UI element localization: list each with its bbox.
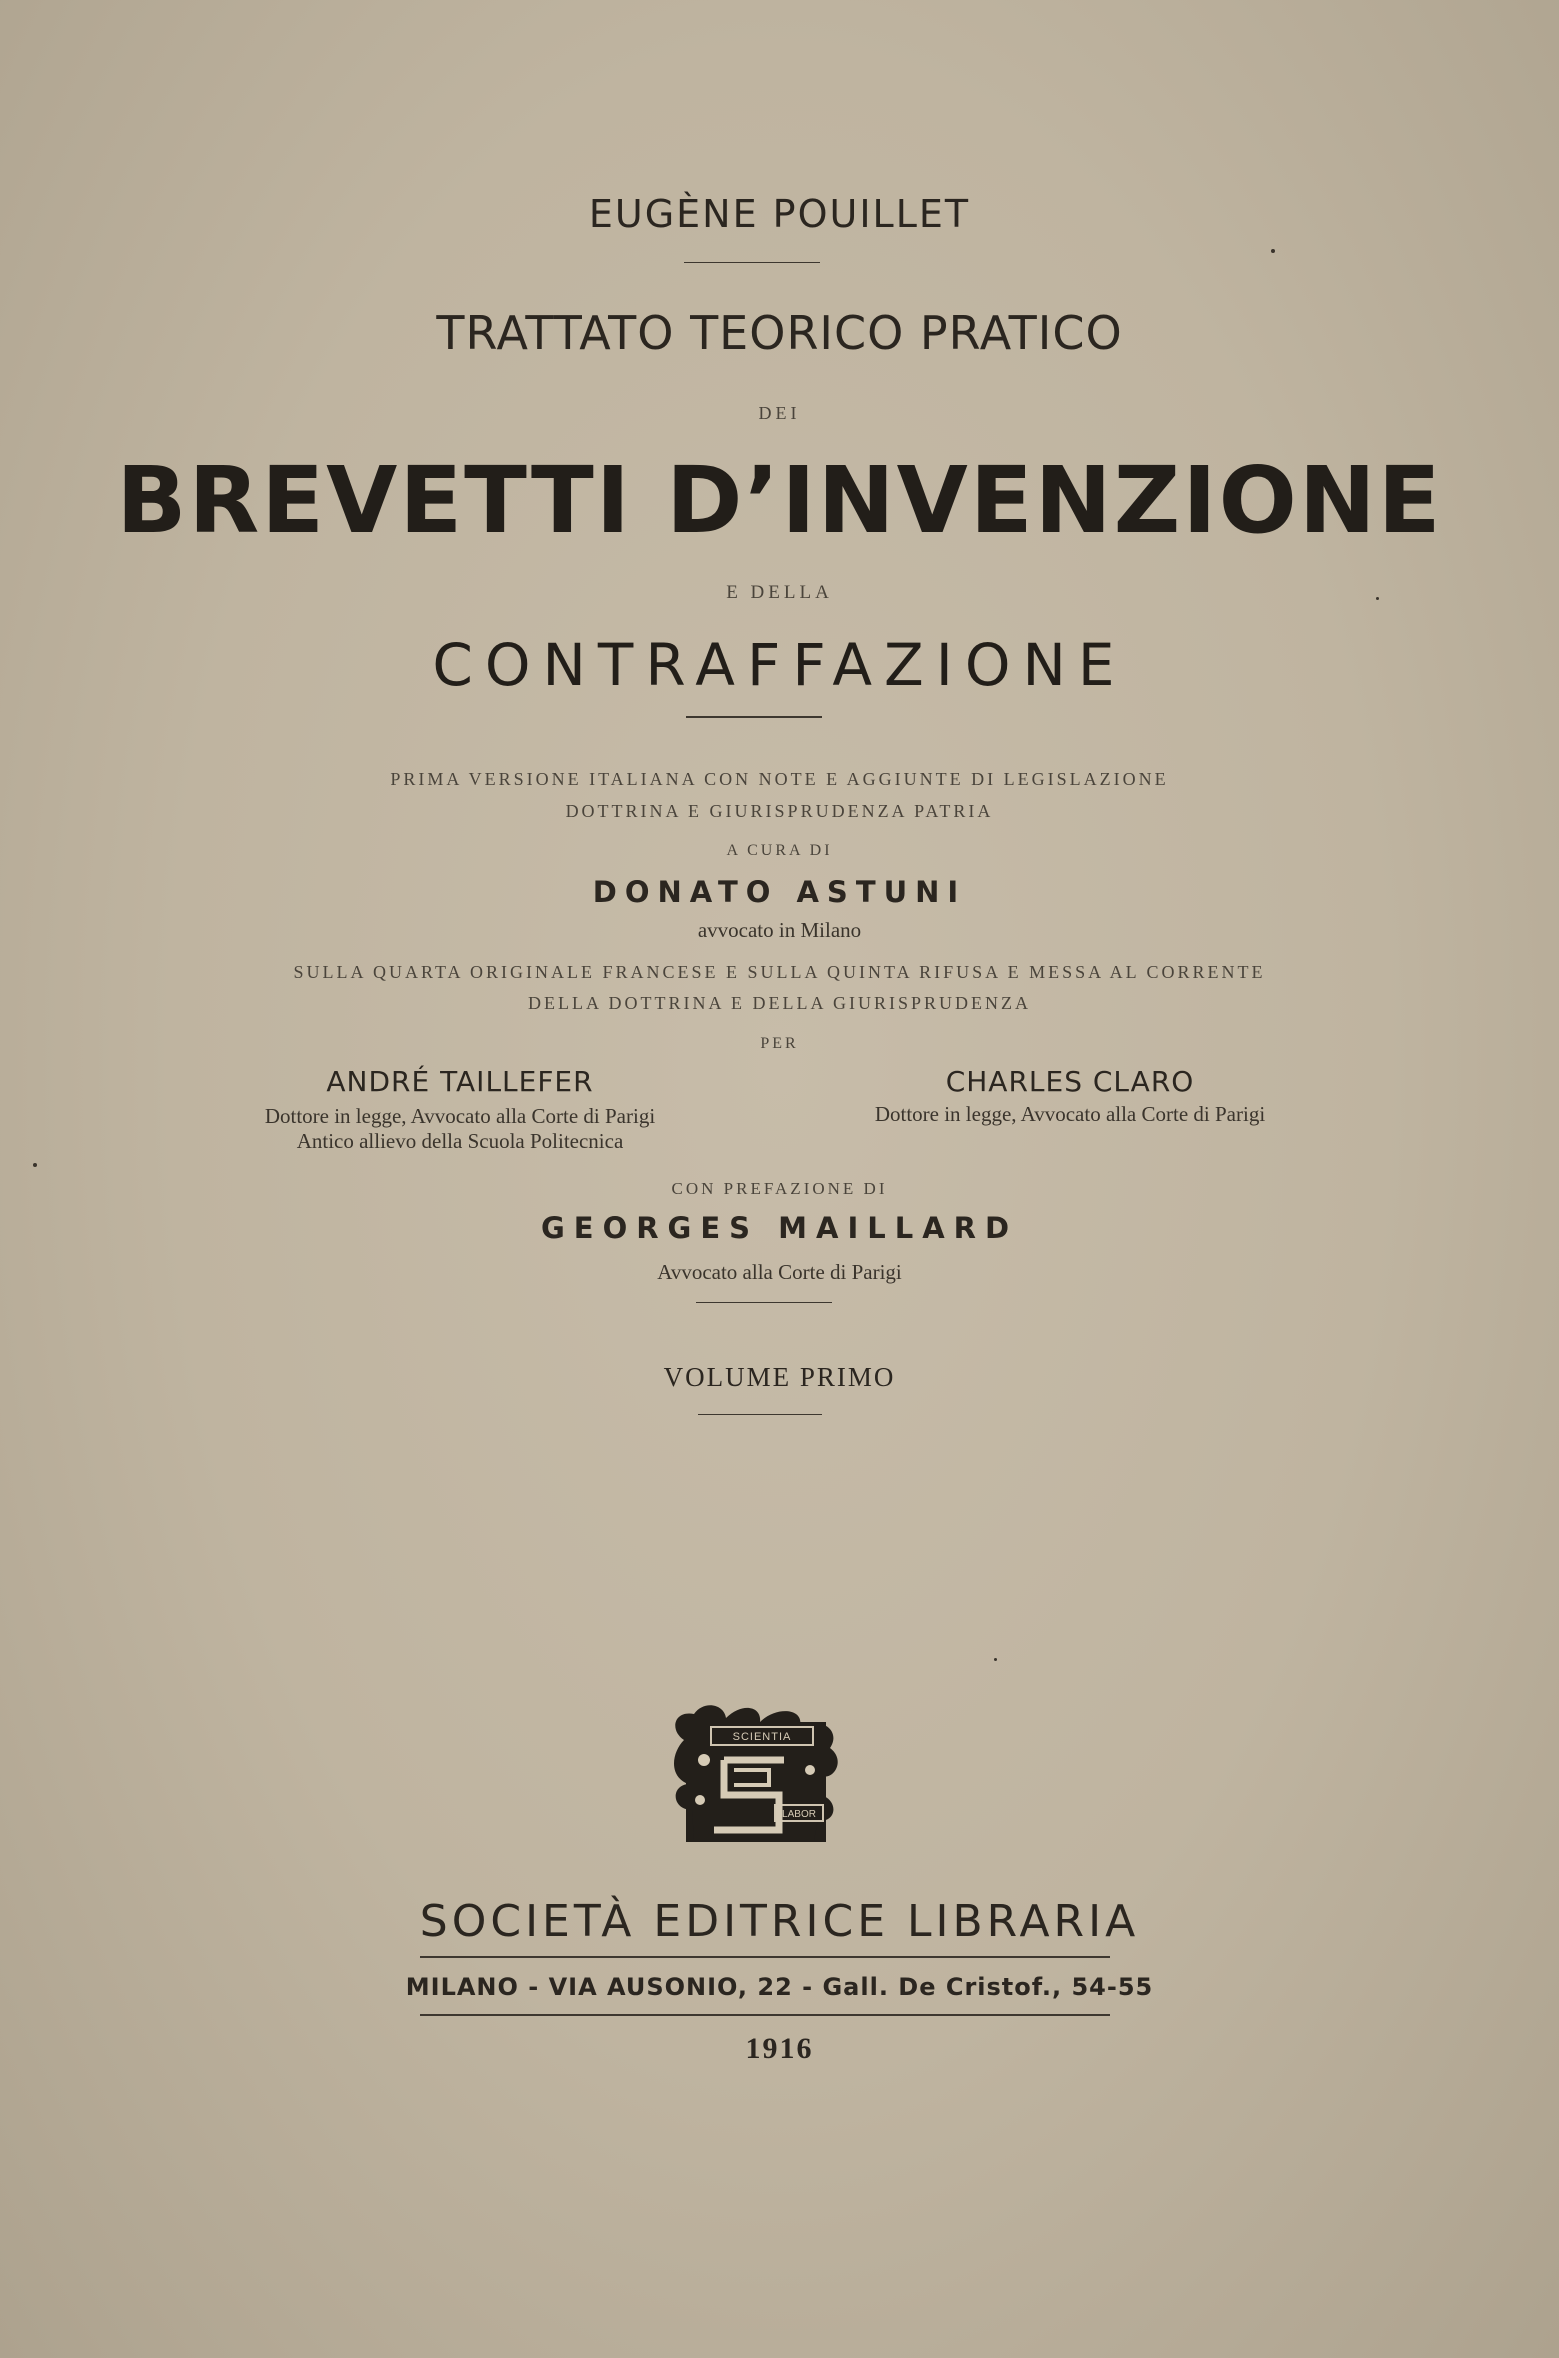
per-label: PER xyxy=(760,1035,799,1052)
publisher-address: MILANO - VIA AUSONIO, 22 - Gall. De Cristof., 54-55 xyxy=(405,1973,1154,2001)
reviser-2-role-1: Dottore in legge, Avvocato alla Corte di Parigi xyxy=(874,1102,1266,1126)
source-line-1: SULLA QUARTA ORIGINALE FRANCESE E SULLA QUINTA RIFUSA E MESSA AL CORRENTE xyxy=(293,962,1266,982)
paper-speck xyxy=(1271,249,1275,253)
editor-name: DONATO ASTUNI xyxy=(592,875,967,909)
paper-speck xyxy=(994,1658,997,1661)
paper-speck xyxy=(1376,597,1379,600)
title-divider xyxy=(686,716,822,718)
main-title: BREVETTI D’INVENZIONE xyxy=(116,447,1443,554)
preface-divider xyxy=(696,1302,832,1303)
preface-author-name: GEORGES MAILLARD xyxy=(540,1211,1019,1245)
reviser-1-role-1: Dottore in legge, Avvocato alla Corte di Parigi xyxy=(264,1104,656,1128)
volume-divider xyxy=(698,1414,822,1415)
subtitle-contraffazione: CONTRAFFAZIONE xyxy=(432,631,1127,699)
reviser-1-role-2: Antico allievo della Scuola Politecnica xyxy=(296,1129,624,1153)
version-line-1: PRIMA VERSIONE ITALIANA CON NOTE E AGGIUNTE DI LEGISLAZIONE xyxy=(390,769,1169,789)
author-name: EUGÈNE POUILLET xyxy=(588,192,971,236)
publisher-emblem-icon xyxy=(664,1700,848,1852)
svg-text:LABOR: LABOR xyxy=(782,1809,816,1820)
source-line-2: DELLA DOTTRINA E DELLA GIURISPRUDENZA xyxy=(528,993,1031,1013)
reviser-2-name: CHARLES CLARO xyxy=(945,1065,1195,1098)
a-cura-di: A CURA DI xyxy=(726,842,833,859)
preface-author-role: Avvocato alla Corte di Parigi xyxy=(657,1260,902,1284)
paper-speck xyxy=(33,1163,37,1167)
title-dei: DEI xyxy=(758,403,801,423)
reviser-1-name: ANDRÉ TAILLEFER xyxy=(326,1065,594,1098)
publication-year: 1916 xyxy=(745,2032,814,2065)
version-line-2: DOTTRINA E GIURISPRUDENZA PATRIA xyxy=(565,801,994,821)
con-prefazione-di: CON PREFAZIONE DI xyxy=(671,1179,888,1198)
svg-text:SCIENTIA: SCIENTIA xyxy=(732,1731,792,1743)
title-line-1: TRATTATO TEORICO PRATICO xyxy=(436,306,1123,360)
title-e-della: E DELLA xyxy=(726,582,833,603)
volume-label: VOLUME PRIMO xyxy=(663,1362,896,1392)
author-divider xyxy=(684,262,820,263)
publisher-rule-bottom xyxy=(420,2014,1110,2016)
publisher-rule-top xyxy=(420,1956,1110,1958)
publisher-name: SOCIETÀ EDITRICE LIBRARIA xyxy=(419,1896,1140,1947)
editor-role: avvocato in Milano xyxy=(697,918,862,942)
